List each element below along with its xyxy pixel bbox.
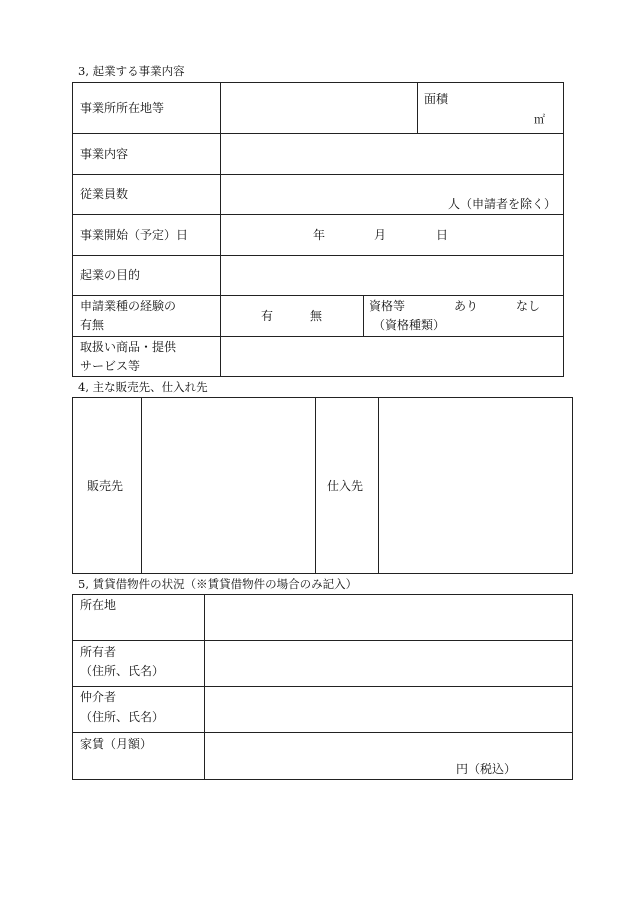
area-label: 面積 [424,92,449,106]
start-month-label: 月 [374,228,387,242]
purpose-input[interactable] [221,256,563,295]
owner-label-line1: 所有者 [80,645,117,659]
rent-input[interactable] [205,733,572,779]
agent-label-line1: 仲介者 [80,690,117,704]
property-location-label: 所在地 [80,598,117,612]
employees-label: 従業員数 [80,187,129,201]
employees-unit: 人（申請者を除く） [448,197,557,211]
agent-input[interactable] [205,687,572,732]
section-3-heading: 3, 起業する事業内容 [78,64,185,78]
business-label: 事業内容 [80,147,129,161]
start-date-label: 事業開始（予定）日 [80,228,189,242]
owner-input[interactable] [205,641,572,686]
property-location-input[interactable] [205,595,572,640]
location-input[interactable] [221,83,417,133]
qualification-type-label: （資格種類） [373,318,446,332]
qualification-yes-option[interactable]: あり [454,299,479,313]
section-4-heading: 4, 主な販売先、仕入れ先 [78,380,208,394]
products-input[interactable] [221,337,563,376]
qualification-label: 資格等 [369,299,406,313]
start-day-label: 日 [436,228,449,242]
experience-yes-option[interactable]: 有 [261,309,274,323]
rent-unit: 円（税込） [456,762,517,776]
rent-label: 家賃（月額） [80,737,153,751]
experience-label-line1: 申請業種の経験の [80,299,177,313]
qualification-no-option[interactable]: なし [516,299,541,313]
start-date-input[interactable] [221,215,563,255]
suppliers-label: 仕入先 [327,479,364,493]
agent-label-line2: （住所、氏名） [80,710,165,724]
purpose-label: 起業の目的 [80,268,141,282]
products-label-line2: サービス等 [80,359,141,373]
business-input[interactable] [221,134,563,174]
location-label: 事業所所在地等 [80,101,165,115]
area-input[interactable] [418,83,563,133]
experience-label-line2: 有無 [80,318,105,332]
products-label-line1: 取扱い商品・提供 [80,340,177,354]
experience-no-option[interactable]: 無 [310,309,323,323]
customers-label: 販売先 [87,479,124,493]
suppliers-input[interactable] [379,398,572,573]
start-year-label: 年 [313,228,326,242]
owner-label-line2: （住所、氏名） [80,664,165,678]
section-5-heading: 5, 賃貸借物件の状況（※賃貸借物件の場合のみ記入） [78,577,358,591]
customers-input[interactable] [142,398,315,573]
area-unit: ㎡ [534,113,545,126]
